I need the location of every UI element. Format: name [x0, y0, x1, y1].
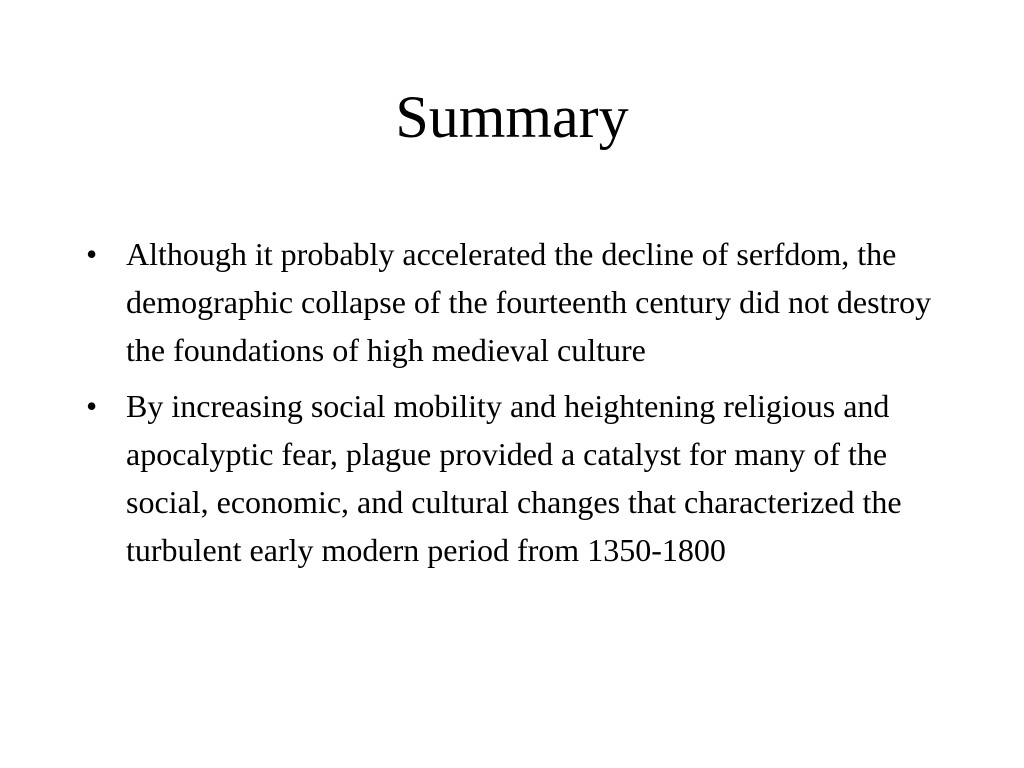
- bullet-marker: •: [86, 388, 98, 424]
- bullet-item-2: [86, 382, 946, 574]
- bullet-text-2: By increasing social mobility and heightening religious and apocalyptic fear, plague provided a catalyst for many of the social, economic, and cultural changes that characterized the turbulent early modern period from 1350-1800: [126, 388, 902, 568]
- bullet-marker: •: [86, 236, 98, 272]
- slide-title: Summary: [395, 84, 629, 150]
- bullet-list: [86, 230, 946, 582]
- bullet-text-1: Although it probably accelerated the decline of serfdom, the demographic collapse of the fourteenth century did not destroy the foundations of high medieval culture: [126, 236, 932, 368]
- bullet-item-1: [86, 230, 946, 374]
